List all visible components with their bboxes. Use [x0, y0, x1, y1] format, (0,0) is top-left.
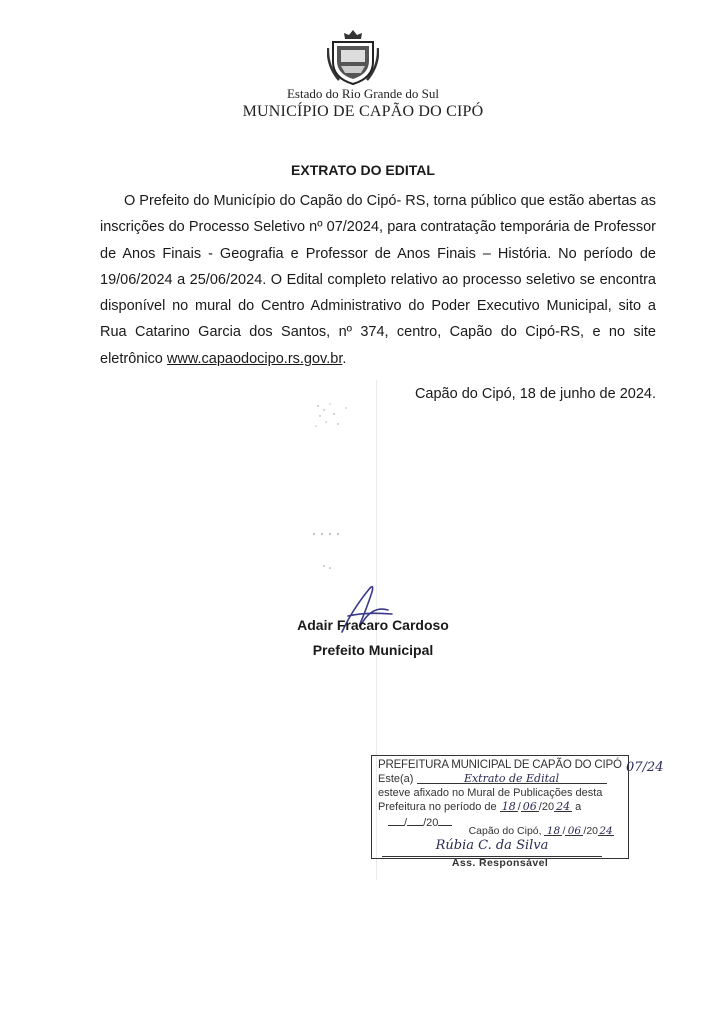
stamp-este-label: Este(a)	[378, 773, 414, 785]
stamp-date-day: 18	[544, 824, 562, 836]
stamp-period-label: Prefeitura no período de	[378, 801, 497, 813]
stamp-date-month: 06	[565, 824, 583, 836]
stamp-outside-note: 07/24	[626, 760, 664, 775]
stamp-period-a: a	[575, 801, 582, 813]
stamp-period-row: Prefeitura no período de 18 / 06 /20 24 a	[378, 800, 582, 813]
signer-title: Prefeito Municipal	[312, 642, 434, 658]
stamp-title: PREFEITURA MUNICIPAL DE CAPÃO DO CIPÓ	[378, 759, 622, 771]
stamp-document-value: Extrato de Edital	[417, 772, 607, 784]
stamp-period-month: 06	[522, 800, 537, 813]
notice-paragraph	[100, 188, 656, 372]
document-title: EXTRATO DO EDITAL	[291, 162, 435, 178]
stamp-responsible-label: Ass. Responsável	[451, 857, 549, 869]
stamp-afixado-text: esteve afixado no Mural de Publicações desta	[378, 787, 603, 799]
publication-stamp	[371, 755, 629, 869]
signer-name: Adair Fracaro Cardoso	[297, 617, 449, 633]
stamp-end-row: / /20	[378, 814, 622, 828]
place-date: Capão do Cipó, 18 de junho de 2024.	[414, 386, 656, 402]
notice-text-end: .	[342, 350, 347, 367]
state-line: Estado do Rio Grande do Sul	[286, 86, 439, 101]
stamp-signature: Rúbia C. da Silva	[382, 838, 602, 857]
scan-specks	[310, 400, 370, 580]
stamp-period-year-prefix: 20	[541, 801, 555, 813]
stamp-document-row	[378, 772, 622, 786]
stamp-end-year-prefix: 20	[426, 817, 439, 829]
site-link[interactable]: www.capaodocipo.rs.gov.br	[166, 350, 343, 367]
notice-text: O Prefeito do Município do Capão do Cipó- RS, torna público que estão abertas as inscrições do Processo Seletivo nº 07/2024, para contratação temporária de Professor de Anos Finais - Geografia e Professor de Anos Finais – História. No período de 19/06/2024 a 25/06/2024. O Edital completo relativo ao processo seletivo se encontra disponível no mural do Centro Administrativo do Poder Executivo Municipal, sito a Rua Catarino Garcia dos Santos, nº 374, centro, Capão do Cipó-RS, e no site eletrônico	[100, 193, 656, 367]
stamp-date-year: 24	[599, 825, 613, 837]
stamp-date-label: Capão do Cipó,	[468, 825, 542, 837]
stamp-date-row: Capão do Cipó, 18 / 06 /2024	[468, 825, 613, 837]
stamp-date-year-prefix: 20	[586, 825, 598, 837]
stamp-end-sep: /	[404, 817, 408, 829]
stamp-period-year: 24	[556, 800, 571, 813]
municipal-crest-icon	[327, 28, 379, 86]
stamp-period-day: 18	[501, 800, 516, 813]
municipality-line: MUNICÍPIO DE CAPÃO DO CIPÓ	[242, 103, 484, 120]
